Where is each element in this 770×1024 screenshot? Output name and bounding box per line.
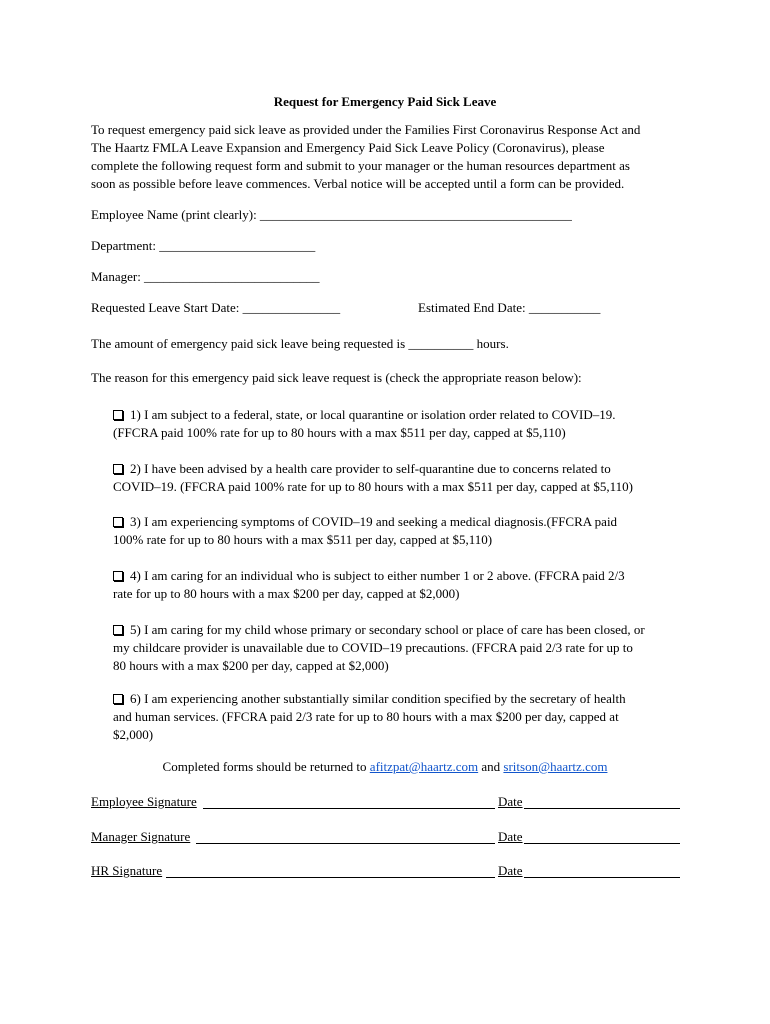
reason-option-6[interactable]: 6) I am experiencing another substantially similar condition specified by the secretary of health and human services. (FFCRA paid 2/3 rate for up to 80 hours with a max $200 per day, capped at $2,000) — [113, 691, 626, 742]
checkbox-icon[interactable] — [113, 410, 123, 420]
start-date-field[interactable]: Requested Leave Start Date: _______________ — [91, 300, 341, 315]
manager-signature-line[interactable] — [196, 843, 495, 844]
checkbox-icon[interactable] — [113, 517, 123, 527]
email-link-sritson[interactable]: sritson@haartz.com — [503, 759, 608, 774]
end-date-field[interactable]: Estimated End Date: ___________ — [418, 300, 601, 315]
department-field[interactable]: Department: ________________________ — [91, 238, 316, 253]
reason-option-2[interactable]: 2) I have been advised by a health care provider to self-quarantine due to concerns related to COVID–19. (FFCRA paid 100% rate for up to 80 hours with a max $511 per day, capped at $5,110) — [113, 461, 633, 494]
reason-option-1[interactable]: 1) I am subject to a federal, state, or local quarantine or isolation order related to COVID–19. (FFCRA paid 100% rate for up to 80 hours with a max $511 per day, capped at $5,110) — [113, 407, 616, 440]
email-link-afitzpat[interactable]: afitzpat@haartz.com — [369, 759, 479, 774]
checkbox-icon[interactable] — [113, 571, 123, 581]
reason-option-3[interactable]: 3) I am experiencing symptoms of COVID–19 and seeking a medical diagnosis.(FFCRA paid 100% rate for up to 80 hours with a max $511 per day, capped at $5,110) — [113, 514, 618, 547]
checkbox-icon[interactable] — [113, 625, 123, 635]
hours-field[interactable]: The amount of emergency paid sick leave being requested is __________ hours. — [91, 336, 509, 351]
manager-date-label: Date — [498, 829, 523, 844]
employee-signature-label: Employee Signature — [91, 794, 197, 809]
intro-line: To request emergency paid sick leave as provided under the Families First Coronavirus Response Act and — [91, 122, 641, 137]
hr-date-line[interactable] — [524, 877, 680, 878]
employee-date-label: Date — [498, 794, 523, 809]
reason-option-4[interactable]: 4) I am caring for an individual who is subject to either number 1 or 2 above. (FFCRA paid 2/3 rate for up to 80 hours with a max $200 per day, capped at $2,000) — [113, 568, 625, 601]
intro-line: complete the following request form and submit to your manager or the human resources department as — [91, 158, 630, 173]
form-title: Request for Emergency Paid Sick Leave — [273, 94, 497, 109]
hr-signature-label: HR Signature — [91, 863, 163, 878]
intro-paragraph — [91, 121, 691, 193]
employee-signature-line[interactable] — [203, 808, 495, 809]
employee-date-line[interactable] — [524, 808, 680, 809]
checkbox-icon[interactable] — [113, 694, 123, 704]
employee-name-field[interactable]: Employee Name (print clearly): ________________________________________________ — [91, 207, 572, 222]
checkbox-icon[interactable] — [113, 464, 123, 474]
intro-line: soon as possible before leave commences. Verbal notice will be accepted until a form can be provided. — [91, 176, 625, 191]
manager-date-line[interactable] — [524, 843, 680, 844]
hr-signature-line[interactable] — [166, 877, 495, 878]
manager-field[interactable]: Manager: ___________________________ — [91, 269, 320, 284]
manager-signature-label: Manager Signature — [91, 829, 191, 844]
intro-line: The Haartz FMLA Leave Expansion and Emergency Paid Sick Leave Policy (Coronavirus), please — [91, 140, 605, 155]
hr-date-label: Date — [498, 863, 523, 878]
return-note: Completed forms should be returned to afitzpat@haartz.com and sritson@haartz.com — [162, 759, 608, 774]
reason-prompt: The reason for this emergency paid sick leave request is (check the appropriate reason below): — [91, 370, 582, 385]
reason-option-5[interactable]: 5) I am caring for my child whose primary or secondary school or place of care has been closed, or my childcare provider is unavailable due to COVID–19 precautions. (FFCRA paid 2/3 rate for up to 80 hours with a max $200 per day, capped at $2,000) — [113, 622, 645, 673]
